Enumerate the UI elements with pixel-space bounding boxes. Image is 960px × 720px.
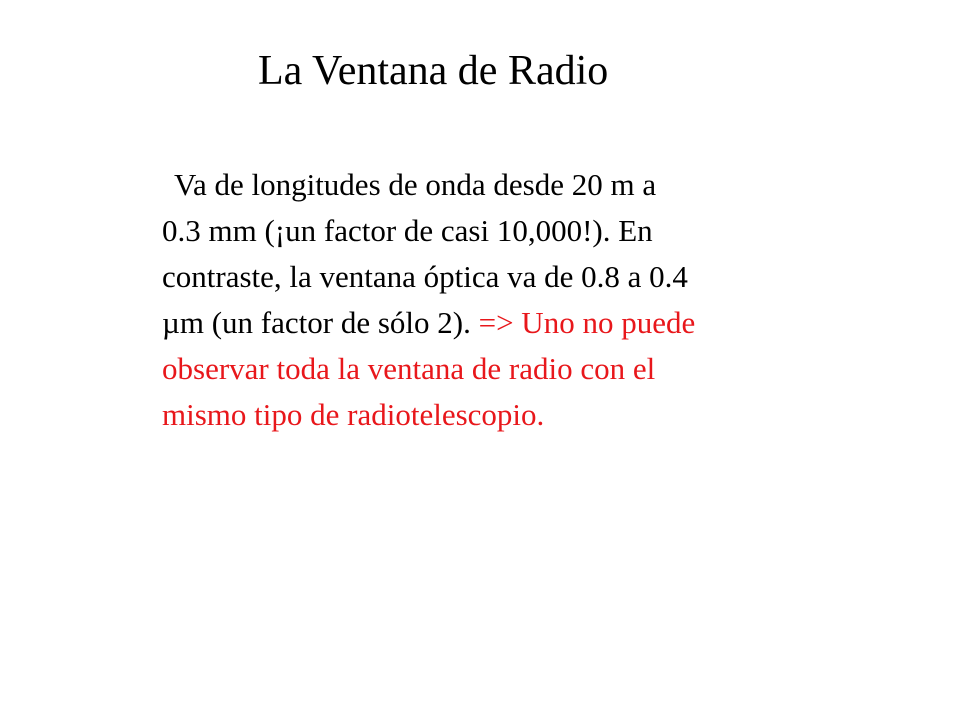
slide-title: La Ventana de Radio (258, 48, 609, 94)
body-line-1: Va de longitudes de onda desde 20 m a (174, 167, 657, 202)
body-line-3: contraste, la ventana óptica va de 0.8 a 0.4 (162, 259, 688, 294)
body-line-4 (162, 300, 822, 346)
body-line-2: 0.3 mm (¡un factor de casi 10,000!). En (162, 213, 653, 248)
body-line-4-black: µm (un factor de sólo 2). (162, 305, 471, 340)
body-line-4-red: => Uno no puede (478, 305, 696, 340)
body-line-6: mismo tipo de radiotelescopio. (162, 397, 545, 432)
body-line-5: observar toda la ventana de radio con el (162, 351, 656, 386)
body-text (162, 162, 822, 438)
